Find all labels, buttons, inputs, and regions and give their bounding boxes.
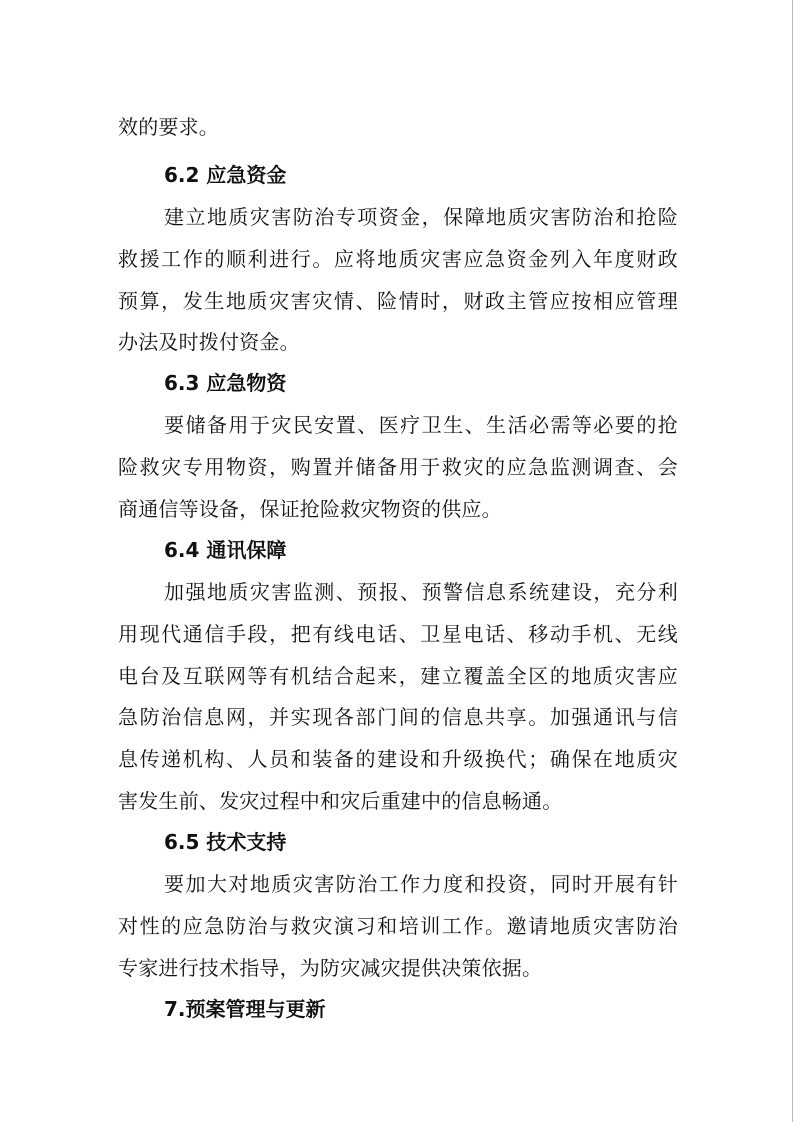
paragraph-line: 用现代通信手段，把有线电话、卫星电话、移动手机、无线 [118,622,678,646]
section-heading-7: 7.预案管理与更新 [164,997,326,1021]
paragraph-line: 急防治信息网，并实现各部门间的信息共享。加强通讯与信 [118,705,678,729]
paragraph-line: 息传递机构、人员和装备的建设和升级换代；确保在地质灾 [118,747,678,771]
section-heading-6-4: 6.4 通讯保障 [164,538,287,562]
paragraph-line: 加强地质灾害监测、预报、预警信息系统建设，充分利 [164,580,678,604]
paragraph-line: 建立地质灾害防治专项资金，保障地质灾害防治和抢险 [164,205,678,229]
paragraph-line: 救援工作的顺利进行。应将地质灾害应急资金列入年度财政 [118,247,678,271]
paragraph-line: 对性的应急防治与救灾演习和培训工作。邀请地质灾害防治 [118,914,678,938]
paragraph-line: 商通信等设备，保证抢险救灾物资的供应。 [118,497,502,521]
paragraph-line: 电台及互联网等有机结合起来，建立覆盖全区的地质灾害应 [118,664,678,688]
paragraph-line: 办法及时拨付资金。 [118,330,300,354]
section-heading-6-5: 6.5 技术支持 [164,830,287,854]
paragraph-line: 要储备用于灾民安置、医疗卫生、生活必需等必要的抢 [164,413,678,437]
paragraph-line: 害发生前、发灾过程中和灾后重建中的信息畅通。 [118,789,563,813]
paragraph-line: 专家进行技术指导，为防灾减灾提供决策依据。 [118,956,543,980]
paragraph-line: 预算，发生地质灾害灾情、险情时，财政主管应按相应管理 [118,289,678,313]
paragraph-line: 险救灾专用物资，购置并储备用于救灾的应急监测调查、会 [118,455,678,479]
paragraph-line: 要加大对地质灾害防治工作力度和投资，同时开展有针 [164,872,678,896]
paragraph-line: 效的要求。 [118,115,219,139]
section-heading-6-2: 6.2 应急资金 [164,163,287,187]
section-heading-6-3: 6.3 应急物资 [164,371,287,395]
